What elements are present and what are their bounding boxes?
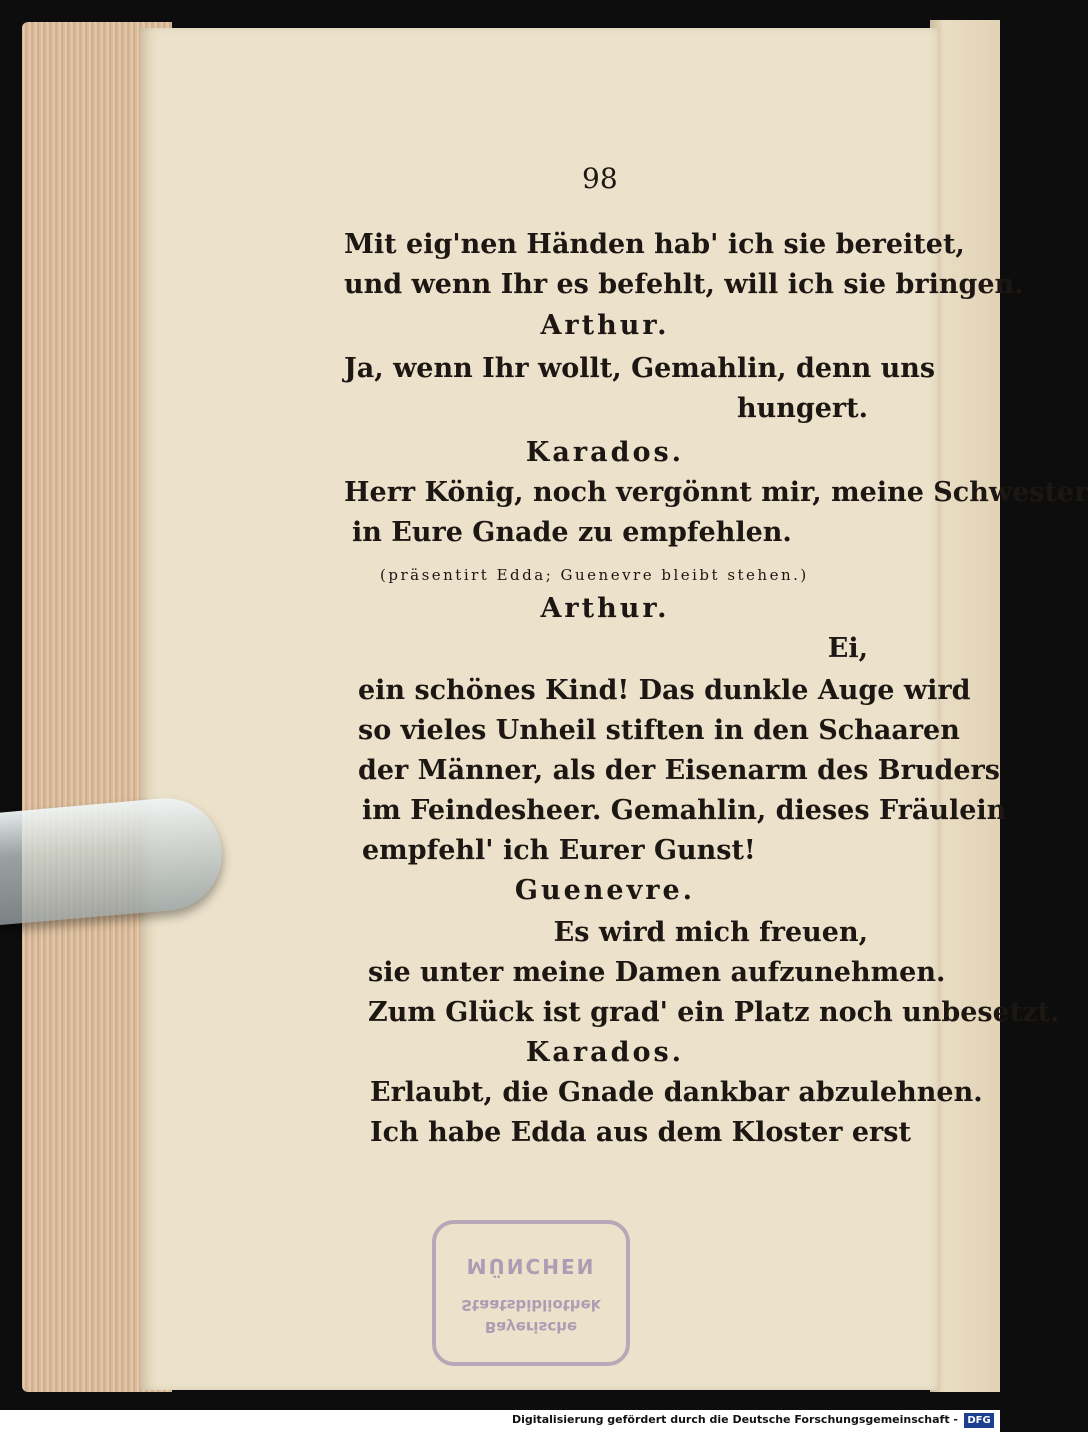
text-line: der Männer, als der Eisenarm des Bruders [358, 755, 1000, 786]
text-line: sie unter meine Damen aufzunehmen. [368, 957, 946, 988]
stamp-line: Bayerische [484, 1318, 578, 1336]
stage-direction: (präsentirt Edda; Guenevre bleibt stehen.) [380, 566, 809, 584]
text-line: hungert. [736, 393, 868, 424]
speaker-name: Karados. [525, 437, 685, 468]
page-number: 98 [582, 162, 618, 195]
text-line: Herr König, noch vergönnt mir, meine Schwester [344, 477, 1088, 508]
text-line: empfehl' ich Eurer Gunst! [362, 835, 756, 866]
stamp-line: MÜNCHEN [466, 1254, 596, 1278]
text-line: so vieles Unheil stiften in den Schaaren [358, 715, 960, 746]
text-line: im Feindesheer. Gemahlin, dieses Fräulein [362, 795, 1007, 826]
text-line: ein schönes Kind! Das dunkle Auge wird [358, 675, 971, 706]
stamp-line: Staatsbibliothek [461, 1296, 601, 1314]
text-line: Erlaubt, die Gnade dankbar abzulehnen. [370, 1077, 983, 1108]
speaker-name: Arthur. [540, 310, 670, 341]
footer-credit: Digitalisierung gefördert durch die Deutsche Forschungsgemeinschaft - [511, 1413, 958, 1426]
text-line: Zum Glück ist grad' ein Platz noch unbesetzt. [368, 997, 1060, 1028]
speaker-name: Karados. [525, 1037, 685, 1068]
text-line: Mit eig'nen Händen hab' ich sie bereitet, [344, 229, 965, 260]
speaker-name: Guenevre. [514, 875, 696, 906]
library-stamp [432, 1220, 630, 1366]
text-line: Ja, wenn Ihr wollt, Gemahlin, denn uns [344, 353, 936, 384]
speaker-name: Arthur. [540, 593, 670, 624]
text-line: in Eure Gnade zu empfehlen. [352, 517, 792, 548]
text-line: und wenn Ihr es befehlt, will ich sie bringen. [344, 269, 1024, 300]
dfg-logo-icon: DFG [964, 1413, 994, 1428]
text-line: Es wird mich freuen, [553, 917, 868, 948]
footer-bar [0, 1410, 1000, 1432]
text-line: Ich habe Edda aus dem Kloster erst [370, 1117, 911, 1148]
text-line: Ei, [827, 633, 868, 664]
